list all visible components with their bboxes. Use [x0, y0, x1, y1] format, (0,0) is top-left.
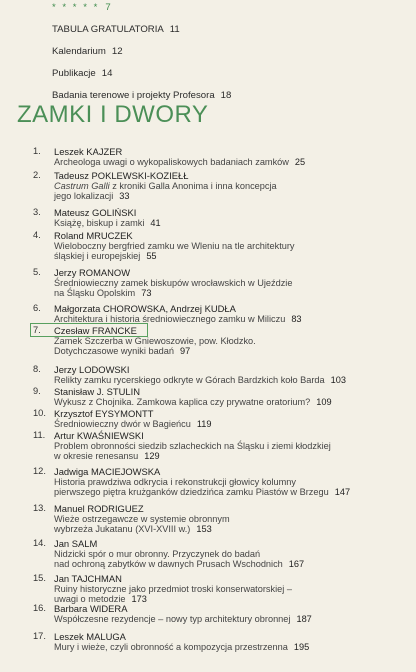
- page-number: 7: [105, 2, 111, 13]
- entry-author: Manuel RODRIGUEZ: [54, 503, 144, 514]
- entry-number: 8.: [33, 364, 41, 374]
- entry-title-line: wybrzeża Jukatanu (XVI-XVIII w.) 153: [54, 524, 212, 535]
- page-number: 119: [196, 419, 212, 429]
- entry-title-line: pierwszego piętra krużganków dziedzińca zamku Piastów w Brzegu 147: [54, 487, 351, 498]
- page-number: 103: [330, 375, 346, 385]
- entry-number: 13.: [33, 503, 46, 513]
- page-number: 147: [334, 487, 351, 498]
- entry-number: 9.: [33, 386, 41, 396]
- entry-title-line: uwagi o metodzie 173: [54, 594, 147, 605]
- entry-author: Barbara WIDERA: [54, 603, 128, 614]
- toc-line-kalendarium: [52, 46, 231, 57]
- entry-title-line: na Śląsku Opolskim 73: [54, 288, 152, 299]
- page-number: 73: [141, 288, 152, 299]
- entry-author: Artur KWAŚNIEWSKI: [54, 430, 144, 441]
- entry-number: 17.: [33, 631, 46, 641]
- page-number: 33: [119, 191, 130, 202]
- toc-label: Publikacje: [52, 68, 96, 79]
- page-number: 18: [220, 90, 232, 101]
- page-number: 12: [111, 46, 123, 57]
- entry-title-line: Wieloboczny bergfried zamku we Wleniu na tle architektury: [54, 241, 295, 251]
- entry-author: Krzysztof EYSYMONTT: [54, 408, 154, 419]
- entry-number: 2.: [33, 170, 41, 180]
- page-number: 167: [288, 559, 305, 570]
- entry-author: Czesław FRANCKE: [54, 325, 137, 336]
- entry-title-line: Archeologa uwagi o wykopaliskowych badaniach zamków 25: [54, 157, 306, 167]
- entry-author: Roland MRUCZEK: [54, 230, 133, 241]
- entry-title-line: Relikty zamku rycerskiego odkryte w Górach Bardzkich koło Barda 103: [54, 375, 346, 385]
- entry-title-line: Współczesne rezydencje – nowy typ architektury obronnej 187: [54, 614, 312, 624]
- section-heading: ZAMKI I DWORY: [17, 101, 209, 128]
- entry-number: 1.: [33, 146, 41, 156]
- page-number: 25: [294, 157, 306, 167]
- page-number: 173: [131, 594, 147, 605]
- entry-author: Jerzy LODOWSKI: [54, 364, 130, 375]
- entry-author: Mateusz GOLIŃSKI: [54, 207, 137, 218]
- page-number: 187: [296, 614, 312, 624]
- entry-number: 6.: [33, 303, 41, 313]
- entry-title-line: Dotychczasowe wyniki badań 97: [54, 346, 191, 357]
- page-number: 11: [169, 24, 180, 35]
- entry-title-line: Architektura i historia średniowiecznego zamku w Miliczu 83: [54, 314, 302, 324]
- highlight-box: [30, 323, 148, 337]
- toc-line-stars: [52, 2, 231, 13]
- stars-ornament: * * * * *: [52, 2, 100, 13]
- page-number: 129: [144, 451, 160, 462]
- entry-title-line: Zamek Szczerba w Gniewoszowie, pow. Kłodzko.: [54, 336, 256, 346]
- entry-title-line: Ruiny historyczne jako przedmiot troski konserwatorskiej –: [54, 584, 292, 594]
- entry-title-line: nad ochroną zabytków w dawnych Prusach Wschodnich 167: [54, 559, 305, 570]
- entry-number: 5.: [33, 267, 41, 277]
- entry-title-line: Średniowieczny zamek biskupów wrocławskich w Ujeździe: [54, 278, 293, 288]
- entry-author: Tadeusz POKLEWSKI-KOZIEŁŁ: [54, 170, 189, 181]
- toc-label: TABULA GRATULATORIA: [52, 24, 164, 35]
- entry-author: Małgorzata CHOROWSKA, Andrzej KUDŁA: [54, 303, 236, 314]
- entry-number: 12.: [33, 466, 46, 476]
- entry-title-line: śląskiej i europejskiej 55: [54, 251, 157, 262]
- entry-author: Stanisław J. STULIN: [54, 386, 140, 397]
- page-number: 97: [180, 346, 191, 357]
- entry-number: 15.: [33, 573, 46, 583]
- entry-title-line: w okresie renesansu 129: [54, 451, 160, 462]
- entry-title-line: Mury i wieże, czyli obronność a kompozycja przestrzenna 195: [54, 642, 310, 652]
- entry-number: 7.: [33, 325, 41, 335]
- entry-number: 4.: [33, 230, 41, 240]
- entry-author: Jadwiga MACIEJOWSKA: [54, 466, 161, 477]
- page-number: 195: [293, 642, 310, 652]
- entry-number: 3.: [33, 207, 41, 217]
- entry-author: Jan TAJCHMAN: [54, 573, 122, 584]
- toc-line-publikacje: [52, 68, 231, 79]
- entry-number: 14.: [33, 538, 46, 548]
- entry-author: Jan SALM: [54, 538, 98, 549]
- entry-author: Leszek MALUGA: [54, 631, 126, 642]
- entry-number: 11.: [33, 430, 46, 440]
- page-number: 83: [291, 314, 302, 324]
- toc-label: Badania terenowe i projekty Profesora: [52, 90, 215, 101]
- entry-title-line: Średniowieczny dwór w Bagieńcu 119: [54, 419, 212, 429]
- entry-title-line: jego lokalizacji 33: [54, 191, 130, 202]
- entry-title-line: Problem obronności siedzib szlacheckich na Śląsku i ziemi kłodzkiej: [54, 441, 331, 451]
- entry-author: Jerzy ROMANOW: [54, 267, 131, 278]
- entry-title-line: Wieże ostrzegawcze w systemie obronnym: [54, 514, 230, 524]
- page-number: 109: [316, 397, 332, 407]
- entry-number: 10.: [33, 408, 46, 418]
- entry-number: 16.: [33, 603, 46, 613]
- toc-label: Kalendarium: [52, 46, 106, 57]
- page-number: 55: [146, 251, 157, 262]
- page-number: 41: [150, 218, 161, 228]
- page-number: 153: [196, 524, 212, 535]
- toc-line-tabula: [52, 24, 231, 35]
- entry-title-italic: Castrum Galli: [54, 181, 113, 191]
- entry-title-line: Wykusz z Chojnika. Zamkowa kaplica czy prywatne oratorium? 109: [54, 397, 332, 407]
- page-number: 14: [101, 68, 113, 79]
- entry-title-line: Nidzicki spór o mur obronny. Przyczynek do badań: [54, 549, 261, 559]
- entry-title-line: Castrum Galli z kroniki Galla Anonima i inna koncepcja: [54, 181, 277, 191]
- entry-title-line: Historia prawdziwa odkrycia i rekonstrukcji głowicy kolumny: [54, 477, 297, 487]
- toc-line-badania: [52, 90, 231, 101]
- entry-author: Leszek KAJZER: [54, 146, 123, 157]
- front-matter: [52, 2, 231, 112]
- entry-title-line: Książę, biskup i zamki 41: [54, 218, 161, 228]
